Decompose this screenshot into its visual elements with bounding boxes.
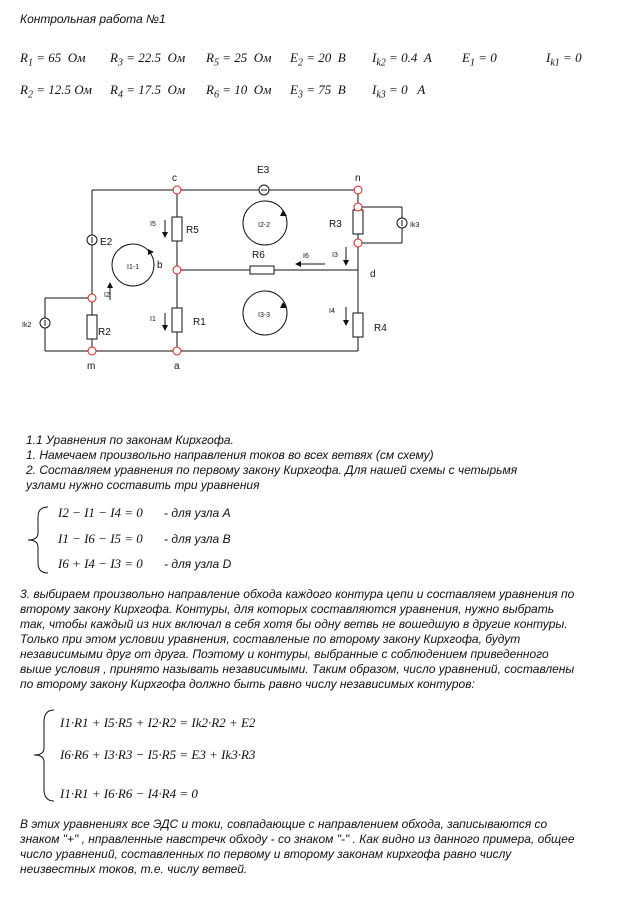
label-i3: I3 — [332, 252, 338, 259]
resistor-r3 — [353, 210, 363, 234]
param-r5: $R_5 = 25$ Ом — [206, 50, 272, 69]
label-r1: R1 — [193, 317, 206, 328]
step-1: 1. Намечаем произвольно направления токов во всех ветвях (см схему) — [26, 448, 434, 462]
resistor-r6 — [250, 266, 274, 274]
label-r2: R2 — [98, 327, 111, 338]
para-3-line-4: Только при этом условии уравнения, составленые по второму закону Кирхгофа, будут — [20, 632, 521, 646]
param-ik3: $I_{k3} = 0$ А — [372, 82, 426, 101]
resistor-r5 — [172, 217, 182, 241]
param-r4: $R_4 = 17.5$ Ом — [110, 82, 186, 101]
node-b — [173, 266, 181, 274]
kcl-brace — [18, 505, 58, 575]
label-loop-i11: I1-1 — [127, 264, 140, 271]
label-ik3: Ik3 — [410, 222, 420, 229]
para-3-line-7: по второму закону Кирхгофа должно быть равно числу независимых контуров: — [20, 677, 475, 691]
node-label-m: m — [87, 361, 96, 372]
param-e3: $E_3 = 75$ В — [290, 82, 346, 101]
kcl-note-b: - для узла В — [164, 532, 231, 546]
kvl-eq-1: I1·R1 + I5·R5 + I2·R2 = Ik2·R2 + E2 — [60, 715, 256, 730]
para-3-line-2: второму закону Кирхгофа. Контуры, для которых составляются уравнения, нужно выбрать — [20, 602, 555, 616]
para-4-line-3: число уравнений, составленных по первому и второму законам кирхгофа равно числу — [20, 847, 512, 861]
kvl-eq-2: I6·R6 + I3·R3 − I5·R5 = E3 + Ik3·R3 — [60, 747, 256, 762]
label-loop-i33: I3-3 — [258, 312, 271, 319]
label-e2: E2 — [100, 237, 113, 248]
para-3-line-5: независимыми друг от друга. Поэтому и контуры, выбранные с соблюдением приведенного — [20, 647, 549, 661]
node-label-n: n — [355, 173, 361, 184]
param-ik2: $I_{k2} = 0.4$ А — [372, 50, 432, 69]
step-2-line-1: 2. Составляем уравнения по первому закону Кирхгофа. Для нашей схемы с четырьмя — [26, 463, 518, 477]
param-r1: $R_1 = 65$ Ом — [20, 50, 86, 69]
kcl-note-a: - для узла А — [164, 506, 231, 520]
para-3-line-1: 3. выбираем произвольно направление обхода каждого контура цепи и составляем уравнения по — [20, 587, 575, 601]
node-ik2-top — [88, 294, 96, 302]
label-ik2: Ik2 — [22, 322, 32, 329]
node-label-b: b — [157, 260, 163, 271]
resistor-r2 — [87, 315, 97, 339]
resistor-r1 — [172, 308, 182, 332]
circuit-schematic — [0, 165, 634, 380]
label-loop-i22: I2-2 — [258, 222, 271, 229]
kcl-note-d: - для узла D — [164, 557, 232, 571]
label-r4: R4 — [374, 323, 387, 334]
node-m — [88, 347, 96, 355]
label-e3: E3 — [257, 165, 270, 176]
param-e1: $E_1 = 0$ — [462, 50, 497, 69]
para-3-line-3: так, чтобы каждый из них включал в себя хотя бы одну ветвь не вошедшую в другие контуры. — [20, 617, 568, 631]
param-e2: $E_2 = 20$ В — [290, 50, 346, 69]
kcl-eq-b: I1 − I6 − I5 = 0 — [58, 531, 143, 546]
node-a — [173, 347, 181, 355]
kvl-eq-3: I1·R1 + I6·R6 − I4·R4 = 0 — [60, 786, 198, 801]
label-i6: I6 — [303, 253, 309, 260]
para-4-line-2: знаком "+" , нправленные навстречк обходу - со знаком "-" . Как видно из данного примера, общее — [20, 832, 575, 846]
node-label-a: a — [174, 361, 180, 372]
resistor-r4 — [353, 313, 363, 337]
node-ik3-top — [354, 203, 362, 211]
label-r3: R3 — [329, 219, 342, 230]
param-r2: $R_2 = 12.5$ Ом — [20, 82, 92, 101]
kcl-eq-a: I2 − I1 − I4 = 0 — [58, 505, 143, 520]
label-r6: R6 — [252, 250, 265, 261]
page-title: Контрольная работа №1 — [20, 12, 166, 26]
para-4-line-1: В этих уравнениях все ЭДС и токи, совпадающие с направлением обхода, записываются со — [20, 817, 548, 831]
para-3-line-6: выше условия , принято называть независимыми. Таким образом, число уравнений, составлены — [20, 662, 575, 676]
label-i2: I2 — [104, 292, 110, 299]
param-r6: $R_6 = 10$ Ом — [206, 82, 272, 101]
label-i5: I5 — [150, 221, 156, 228]
section-heading: 1.1 Уравнения по законам Кирхгофа. — [26, 433, 234, 447]
step-2-line-2: узлами нужно составить три уравнения — [26, 478, 260, 492]
label-r5: R5 — [186, 225, 199, 236]
kcl-eq-d: I6 + I4 − I3 = 0 — [58, 556, 143, 571]
node-n — [354, 186, 362, 194]
param-r3: $R_3 = 22.5$ Ом — [110, 50, 186, 69]
label-i4: I4 — [329, 308, 335, 315]
kvl-brace — [30, 708, 60, 803]
para-4-line-4: неизвестных токов, т.е. числу ветвей. — [20, 862, 248, 876]
label-i1: I1 — [150, 316, 156, 323]
node-label-d: d — [370, 269, 376, 280]
node-ik3-bot — [354, 239, 362, 247]
param-ik1: $I_{k1} = 0$ — [546, 50, 582, 69]
node-label-c: c — [172, 173, 177, 184]
node-c — [173, 186, 181, 194]
